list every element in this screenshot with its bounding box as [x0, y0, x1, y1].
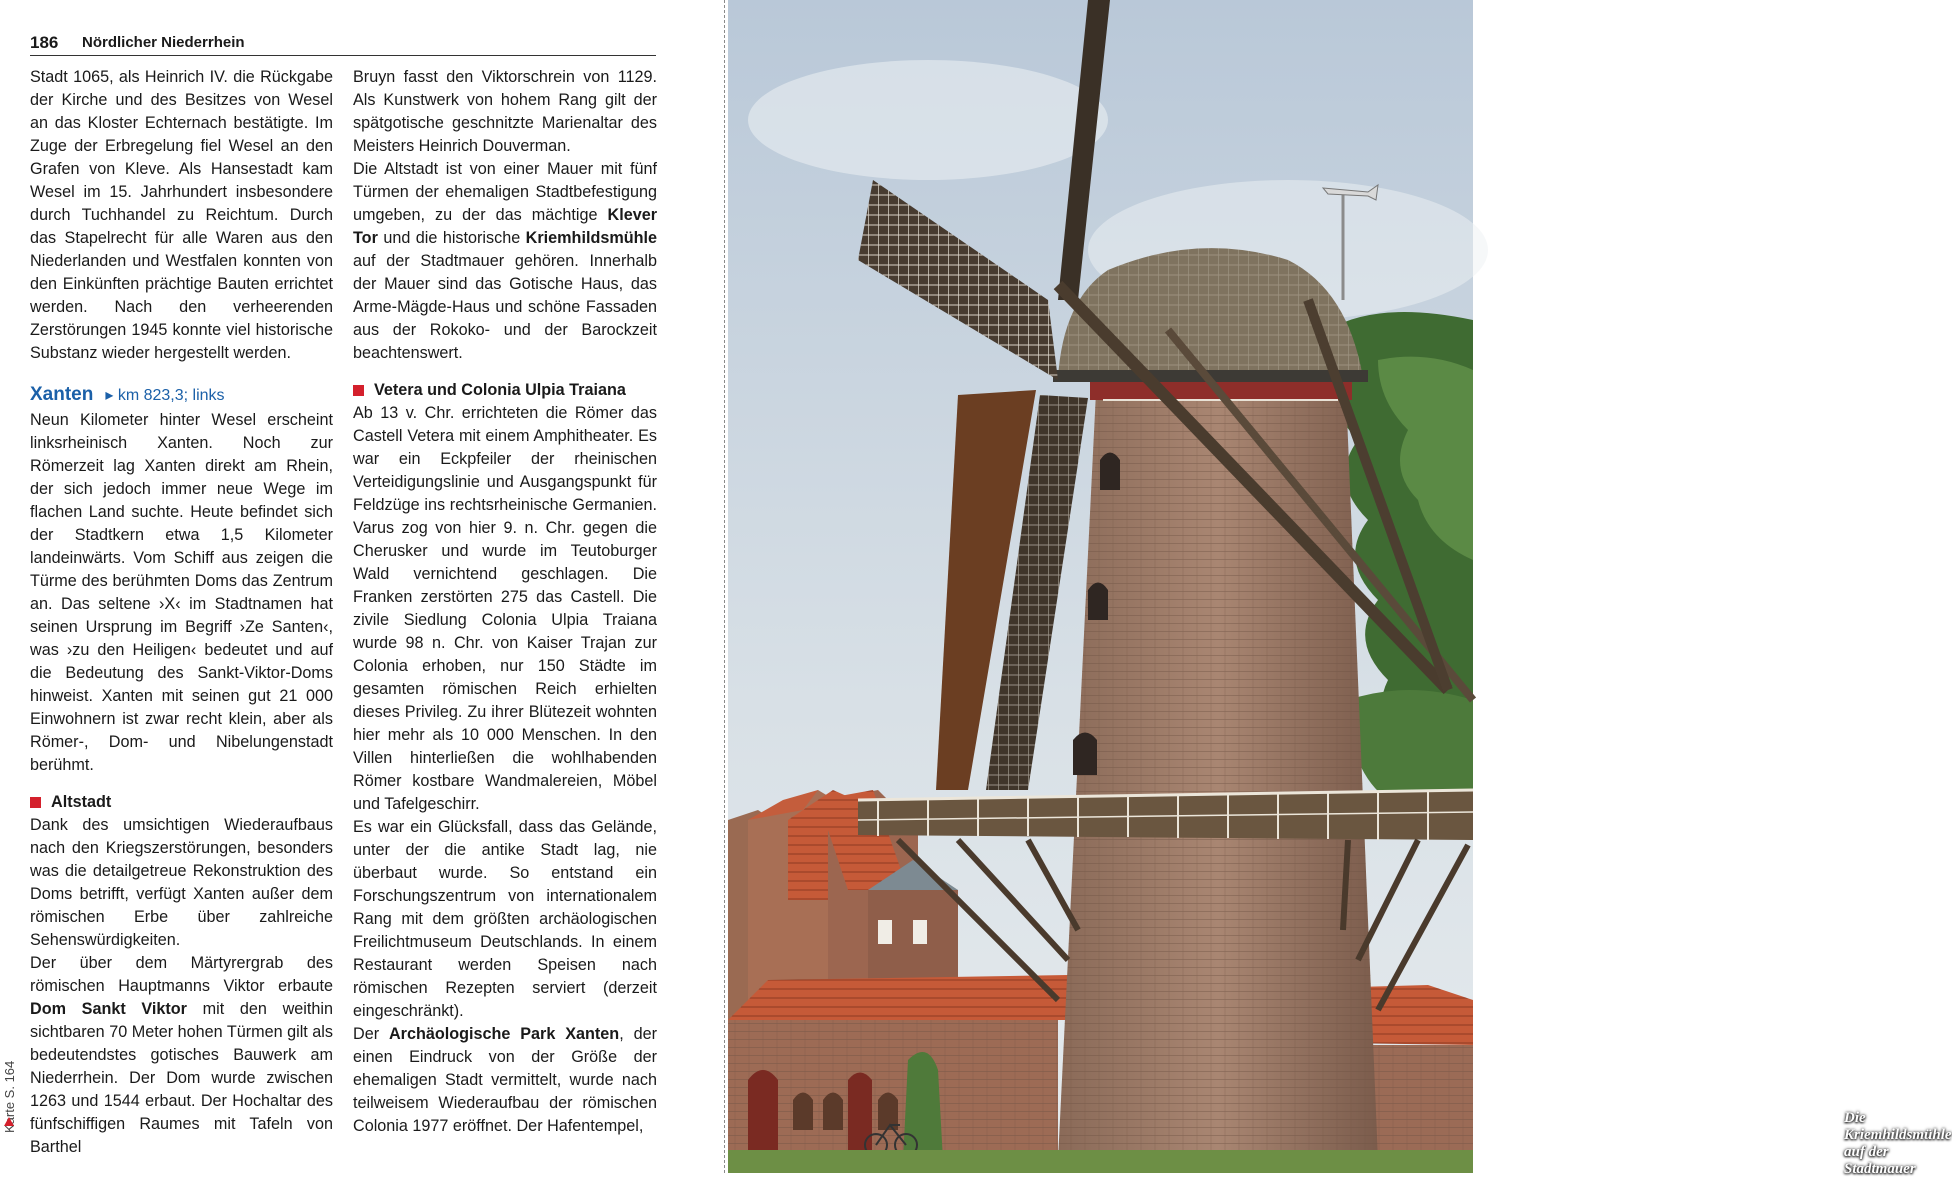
highlight-term: Archäologische Park Xanten [388, 1025, 620, 1043]
text-column-1 [30, 66, 333, 1159]
left-page [0, 0, 712, 1173]
paragraph: Es war ein Glücksfall, dass das Gelände, unter der die antike Stadt lag, nie überbaut wurde. So entstand ein Forschungszentrum von internationalem Rang mit dem größten archäologischen Freilichtmuseum Deutschlands. In einem Restaurant werden Speisen nach römischen Rezepten serviert (derzeit eingeschränkt). [353, 818, 657, 1020]
heading-title: Xanten [30, 384, 94, 405]
page-divider [724, 0, 725, 1173]
paragraph: Bruyn fasst den Viktorschrein von 1129. Als Kunstwerk von hohem Rang gilt der spätgotische geschnitzte Marienaltar des Meisters Heinrich Douverman. [353, 68, 657, 155]
highlight-term: Klever Tor [353, 206, 657, 247]
chapter-title: Nördlicher Niederrhein [82, 34, 245, 51]
red-square-icon [353, 385, 364, 396]
text-column-2 [353, 66, 657, 1138]
paragraph: Der über dem Märtyrergrab des römischen Hauptmanns Viktor erbaute Dom Sankt Viktor mit den weithin sichtbaren 70 Meter hohen Türmen gilt als bedeutendstes gotisches Bauwerk am Niederrhein. Der Dom wurde zwischen 1263 und 1544 erbaut. Der Hochaltar des fünfschiffigen Raumes mit Tafeln von Barthel [30, 954, 334, 1156]
photo-caption: Die Kriemhildsmühle auf der Stadtmauer [1844, 1110, 1952, 1177]
section-heading-xanten [30, 383, 333, 409]
paragraph: Die Altstadt ist von einer Mauer mit fünf Türmen der ehemaligen Stadtbefestigung umgeben, zu der das mächtige Klever Tor und die historische Kriemhildsmühle auf der Stadtmauer gehören. Innerhalb der Mauer sind das Gotische Haus, das Arme-Mägde-Haus und schöne Fassaden aus der Rokoko- und der Barockzeit beachtenswert. [353, 160, 657, 362]
highlight-term: Kriemhildsmühle [525, 229, 657, 247]
running-header [30, 33, 656, 56]
paragraph: Neun Kilometer hinter Wesel erscheint linksrheinisch Xanten. Noch zur Römerzeit lag Xanten direkt am Rhein, der sich jedoch immer neue Wege im flachen Land suchte. Heute befindet sich der Stadtkern etwa 1,5 Kilometer landeinwärts. Vom Schiff aus zeigen die Türme des berühmten Doms das Zentrum an. Das seltene ›X‹ im Stadtnamen hat seinen Ursprung im Begriff ›Ze Santen‹, was ›zu den Heiligen‹ bedeutet und auf die Bedeutung des Sankt-Viktor-Doms hinweist. Xanten mit seinen gut 21 000 Einwohnern ist zwar recht klein, aber als Römer-, Dom- und Nibelungenstadt berühmt. [30, 411, 333, 774]
heading-title: Vetera und Colonia Ulpia Traiana [374, 381, 626, 399]
triangle-marker-icon [4, 1117, 14, 1126]
paragraph: Ab 13 v. Chr. errichteten die Römer das Castell Vetera mit einem Amphitheater. Es war ein Eckpfeiler der rheinischen Verteidigungslinie und Ausgangspunkt für Feldzüge ins rechtsrheinische Germanien. Varus zog von hier 9. n. Chr. gegen die Cherusker und wurde im Teutoburger Wald vernichtend geschlagen. Die Franken zerstörten 275 das Castell. Die zivile Siedlung Colonia Ulpia Traiana wurde 98 n. Chr. von Kaiser Trajan zur Colonia erhoben, nur 150 Städte im gesamten römischen Reich erhielten dieses Privileg. Zu ihrer Blütezeit wohnten hier mehr als 10 000 Menschen. In den Villen hinterließen die wohlhabenden Römer kostbare Wandmalereien, Möbel und Tafelgeschirr. [353, 404, 657, 813]
subsection-heading-vetera [353, 379, 657, 402]
subsection-heading-altstadt [30, 791, 333, 814]
paragraph: Dank des umsichtigen Wiederaufbaus nach den Kriegszerstörungen, besonders was die detailgetreue Rekonstruktion des Doms betrifft, verfügt Xanten außer dem römischen Erbe über zahlreiche Sehenswürdigkeiten. [30, 816, 333, 949]
paragraph: Stadt 1065, als Heinrich IV. die Rückgabe der Kirche und des Besitzes von Wesel an das Kloster Echternach bestätigte. Im Zuge der Erbregelung fiel Wesel an den Grafen von Kleve. Als Hansestadt kam Wesel im 15. Jahrhundert insbesondere durch Tuchhandel zu Reichtum. Durch das Stapelrecht für alle Waren aus den Niederlanden und Westfalen konnten von den Einkünften prächtige Bauten errichtet werden. Nach den verheerenden Zerstörungen 1945 konnte viel historische Substanz wieder hergestellt werden. [30, 68, 333, 362]
page-number: 186 [30, 33, 59, 52]
paragraph: Der Archäologische Park Xanten, der einen Eindruck von der Größe der ehemaligen Stadt vermittelt, wurde nach teilweisem Wiederaufbau der römischen Colonia 1977 eröffnet. Der Hafentempel, [353, 1025, 657, 1135]
windmill-photo [728, 0, 1952, 1177]
highlight-term: Dom Sankt Viktor [30, 1000, 187, 1018]
heading-title: Altstadt [51, 793, 112, 811]
red-square-icon [30, 797, 41, 808]
map-reference-label: Karte S. 164 [2, 1060, 17, 1133]
river-km-note: ▸ km 823,3; links [105, 387, 225, 404]
